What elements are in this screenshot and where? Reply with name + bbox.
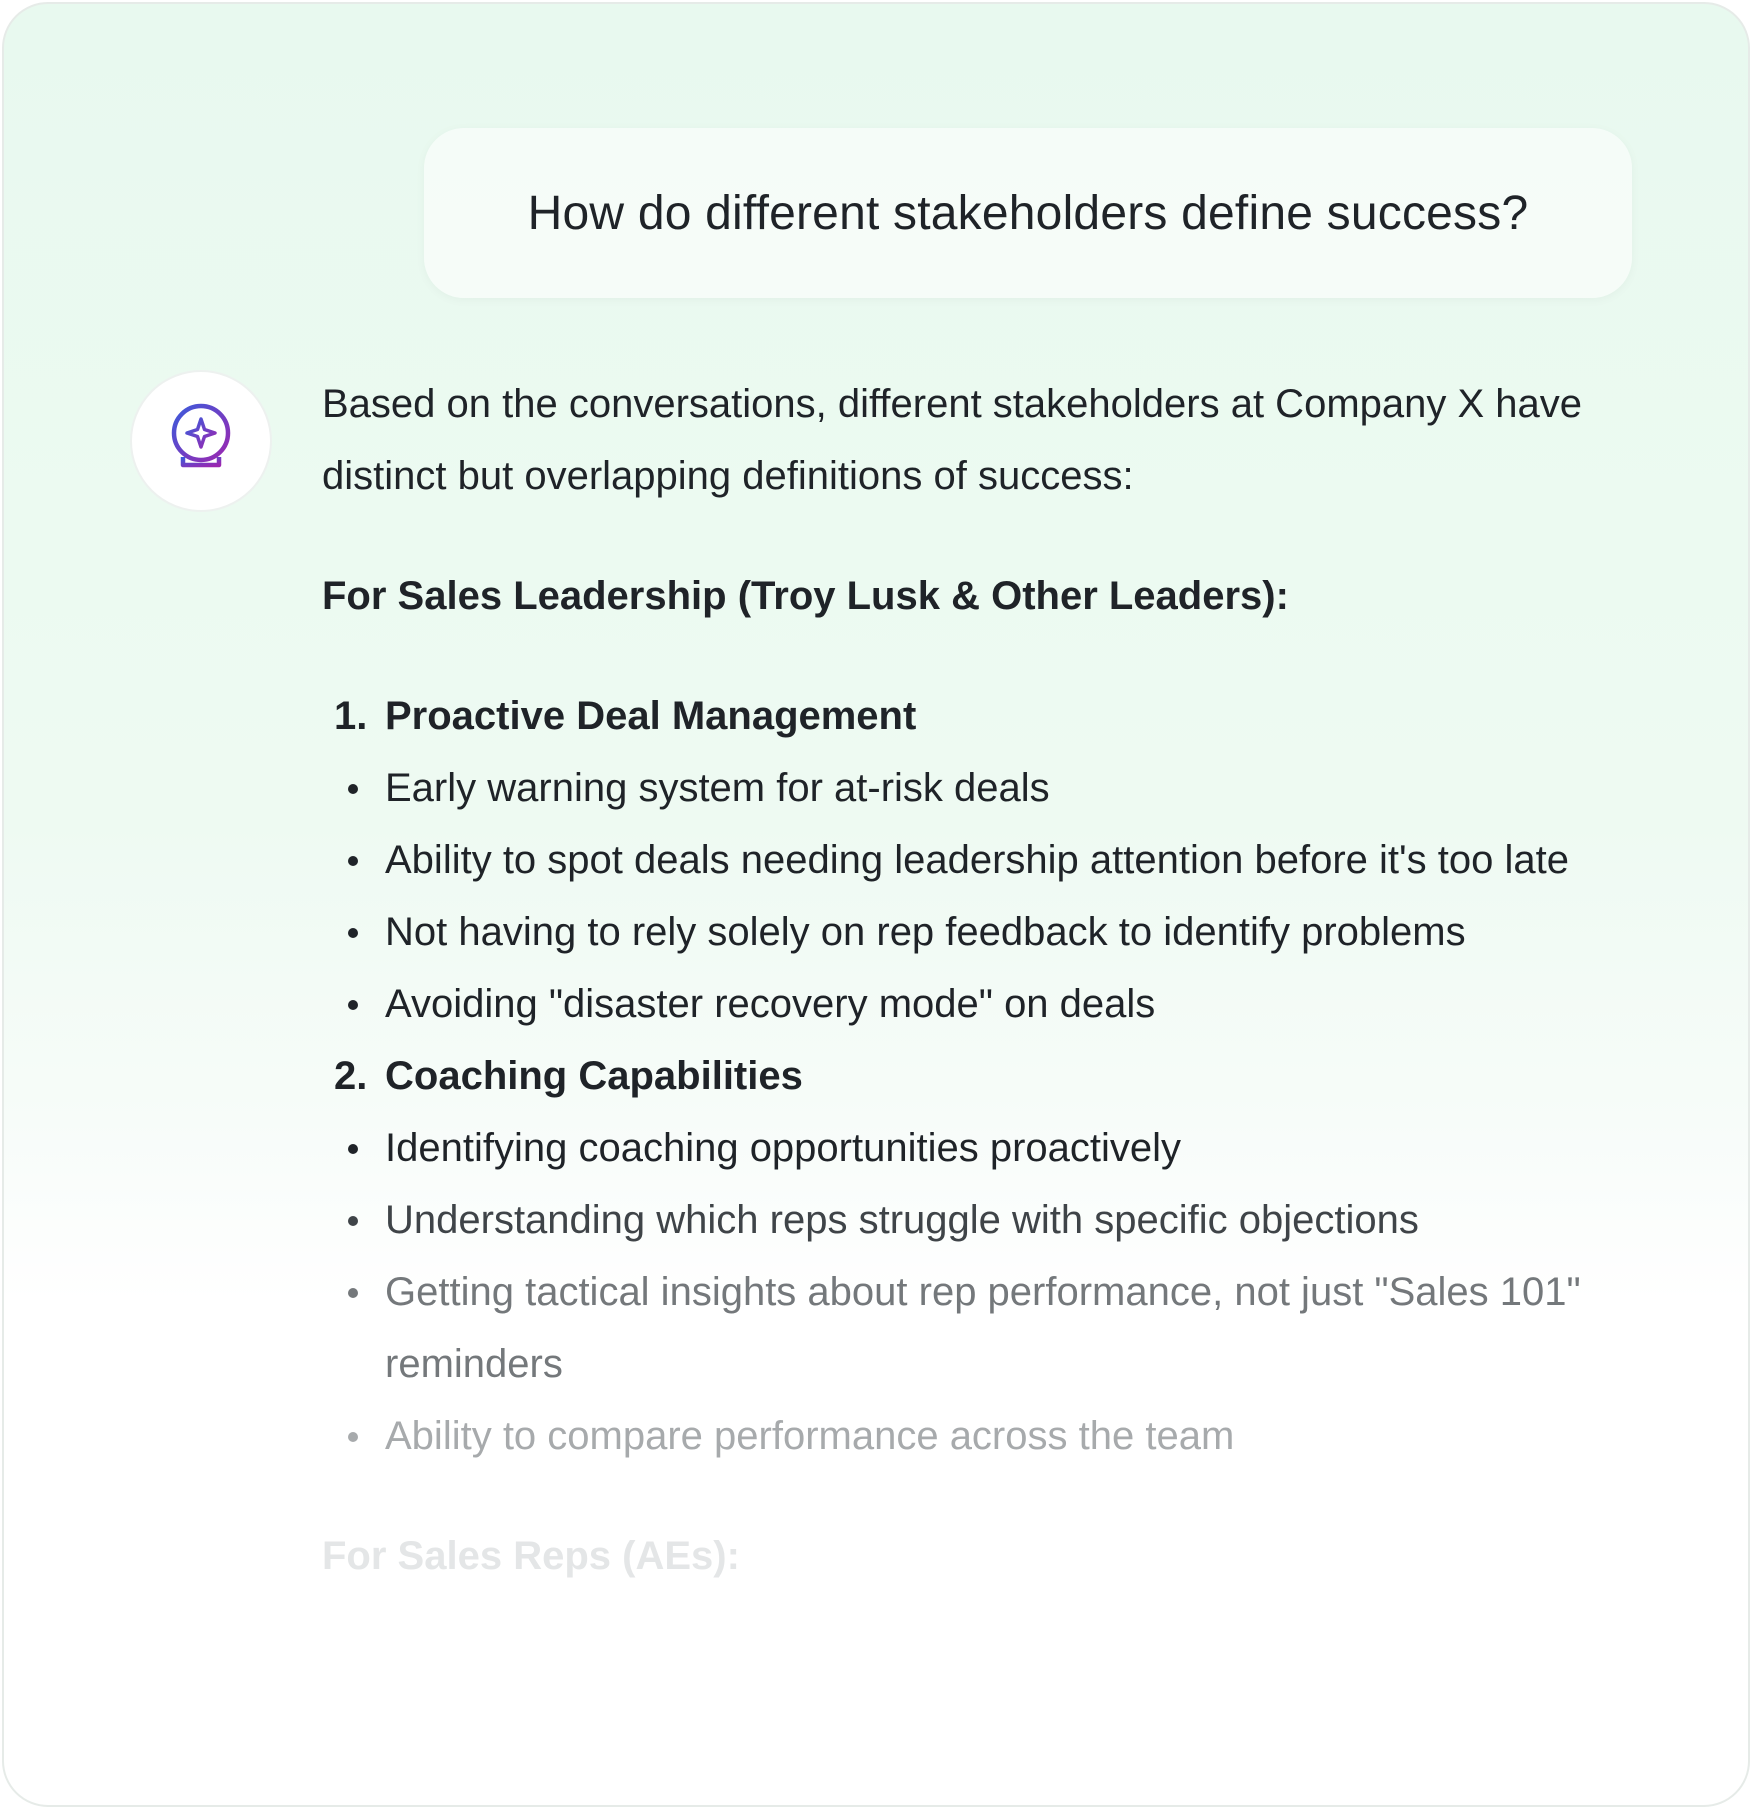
list-item (322, 1400, 1642, 1472)
list-item (322, 1112, 1642, 1184)
list-item-text: Understanding which reps struggle with specific objections (385, 1198, 1419, 1242)
list-item-text: Ability to spot deals needing leadership attention before it's too late (385, 838, 1569, 882)
bullet-dot (348, 784, 358, 794)
list-item-text: Not having to rely solely on rep feedback to identify problems (385, 910, 1466, 954)
list-item (322, 1256, 1642, 1400)
list-item-text: Avoiding "disaster recovery mode" on deals (385, 982, 1156, 1026)
numbered-item (322, 680, 1642, 752)
item-number: 1. (334, 694, 368, 738)
bullet-dot (348, 1144, 358, 1154)
bullet-dot (348, 1216, 358, 1226)
item-number: 2. (334, 1054, 368, 1098)
numbered-item (322, 1040, 1642, 1112)
list-item (322, 824, 1642, 896)
section-heading-sales-reps: For Sales Reps (AEs): (322, 1534, 740, 1578)
list-item (322, 896, 1642, 968)
list-item-text: Identifying coaching opportunities proactively (385, 1126, 1182, 1170)
list-item (322, 752, 1642, 824)
user-message-text: How do different stakeholders define success? (527, 186, 1529, 240)
section-heading-sales-leadership: For Sales Leadership (Troy Lusk & Other Leaders): (322, 574, 1289, 618)
item-title: Proactive Deal Management (385, 694, 917, 738)
list-item (322, 1184, 1642, 1256)
bullet-dot (348, 1000, 358, 1010)
list-item-text: Ability to compare performance across the team (385, 1414, 1235, 1458)
item-title: Coaching Capabilities (385, 1054, 803, 1098)
bullet-dot (348, 1288, 358, 1298)
crystal-ball-sparkle-icon (163, 401, 239, 481)
assistant-answer (322, 368, 1642, 1592)
list-item-text: Early warning system for at-risk deals (385, 766, 1050, 810)
assistant-avatar (130, 370, 272, 512)
bullet-dot (348, 928, 358, 938)
user-message-bubble (424, 128, 1632, 298)
list-item-text: Getting tactical insights about rep performance, not just "Sales 101" reminders (385, 1270, 1581, 1386)
answer-intro: Based on the conversations, different stakeholders at Company X have distinct but overlapping definitions of success: (322, 382, 1583, 498)
bullet-dot (348, 856, 358, 866)
list-item (322, 968, 1642, 1040)
bullet-dot (348, 1432, 358, 1442)
chat-card (2, 2, 1750, 1807)
